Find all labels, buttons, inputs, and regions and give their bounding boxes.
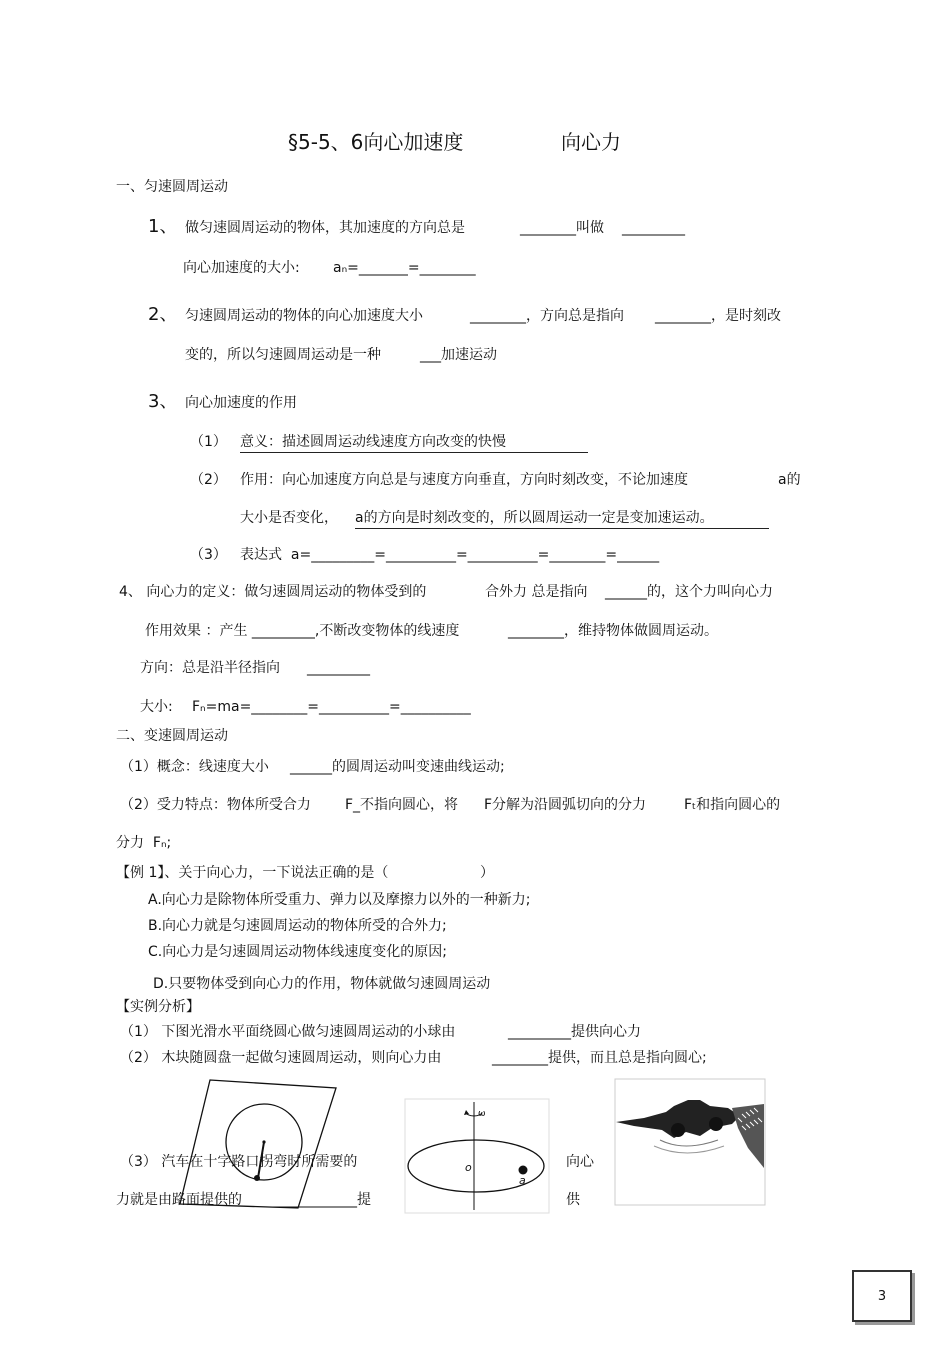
analysis-p4a: 力就是由路面提供的 [116, 1192, 242, 1208]
q2-number: 2、 [148, 304, 178, 325]
page-number-box [852, 1270, 912, 1322]
q3-item2-line1b: a的 [778, 472, 801, 488]
q3-item2-line2a: 大小是否变化， [240, 510, 338, 526]
q4-line1a: 4、 向心力的定义：做匀速圆周运动的物体受到的 [119, 584, 427, 600]
analysis-p2b: ________提供，而且总是指向圆心; [492, 1050, 707, 1066]
q3-item2-line2b: a的方向是时刻改变的，所以圆周运动一定是变加速运动。 [355, 511, 769, 529]
analysis-p4c: 供 [566, 1192, 580, 1208]
page-title: §5-5、6向心加速度 [288, 130, 464, 154]
figure-plane-circle [178, 1078, 338, 1210]
q2-line1a: 匀速圆周运动的物体的向心加速度大小 [185, 308, 423, 324]
q4-line4a: 大小: [140, 699, 173, 715]
option-a: A.向心力是除物体所受重力、弹力以及摩擦力以外的一种新力; [148, 892, 531, 908]
section-heading-2: 二、变速圆周运动 [116, 728, 228, 744]
analysis-p1b: _________提供向心力 [508, 1024, 641, 1040]
option-b: B.向心力就是匀速圆周运动的物体所受的合外力; [148, 918, 447, 934]
figure-car-turning [614, 1078, 766, 1206]
q4-line1c: ______的，这个力叫向心力 [605, 584, 773, 600]
figure-rotating-disk [404, 1098, 550, 1214]
q1-line2: 向心加速度的大小: [183, 260, 300, 276]
sec2-p2d: Fₜ和指向圆心的 [684, 797, 781, 813]
figure-label-omega: ω [478, 1109, 486, 1119]
q1-blank1: ________叫做 [520, 220, 604, 236]
q4-line2b: ________，维持物体做圆周运动。 [508, 623, 718, 639]
analysis-heading: 【实例分析】 [116, 999, 200, 1015]
q1-line1: 做匀速圆周运动的物体，其加速度的方向总是 [185, 220, 465, 236]
sec2-p2b: F_不指向圆心，将 [345, 797, 459, 813]
sec2-p3: 分力 Fₙ; [116, 835, 172, 851]
q1-formula: aₙ=_______=________ [333, 260, 476, 276]
example-heading: 【例 1】、关于向心力，一下说法正确的是（ [116, 865, 389, 881]
example-close-paren: ） [480, 865, 494, 881]
q3-item1-text: 意义：描述圆周运动线速度方向改变的快慢 [240, 435, 588, 453]
section-heading-1: 一、匀速圆周运动 [116, 179, 228, 195]
sec2-p2a: （2）受力特点：物体所受合力 [120, 797, 311, 813]
analysis-p2a: （2） 木块随圆盘一起做匀速圆周运动，则向心力由 [120, 1050, 442, 1066]
figure-label-a: a [519, 1174, 526, 1187]
page-title-right: 向心力 [561, 130, 621, 154]
q4-line4b: Fₙ=ma=________=__________=__________ [192, 699, 471, 715]
q4-line1b: 合外力 总是指向 [485, 584, 588, 600]
sec2-p1b: ______的圆周运动叫变速曲线运动; [290, 759, 505, 775]
q3-item3-text: 表达式 a=_________=__________=__________=________=______ [240, 547, 660, 563]
q3-heading: 向心加速度的作用 [185, 395, 297, 411]
page-number: 3 [877, 1288, 887, 1304]
q3-item3-number: （3） [190, 547, 227, 563]
q1-number: 1、 [148, 216, 178, 237]
option-d: D.只要物体受到向心力的作用，物体就做匀速圆周运动 [153, 976, 491, 992]
analysis-p3b: 向心 [566, 1154, 594, 1170]
q4-line3b: _________ [307, 660, 370, 676]
analysis-p4b: _____________提 [266, 1192, 371, 1208]
q2-line1c: ________，是时刻改 [655, 308, 781, 324]
q2-line1b: ________，方向总是指向 [470, 308, 624, 324]
analysis-p3a: （3） 汽车在十字路口拐弯时所需要的 [120, 1154, 358, 1170]
analysis-p1a: （1） 下图光滑水平面绕圆心做匀速圆周运动的小球由 [120, 1024, 456, 1040]
q2-line2b: ___加速运动 [420, 347, 497, 363]
q2-line2a: 变的，所以匀速圆周运动是一种 [185, 347, 381, 363]
figure-label-o: o [465, 1161, 472, 1174]
option-c: C.向心力是匀速圆周运动物体线速度变化的原因; [148, 944, 447, 960]
q3-number: 3、 [148, 391, 178, 412]
q3-item1-number: （1） [190, 434, 227, 450]
q3-item2-number: （2） [190, 472, 227, 488]
sec2-p1a: （1）概念：线速度大小 [120, 759, 269, 775]
q4-line2a: 作用效果 ：产生 _________,不断改变物体的线速度 [145, 623, 460, 639]
q3-item2-line1: 作用：向心加速度方向总是与速度方向垂直，方向时刻改变，不论加速度 [240, 472, 688, 488]
q4-line3a: 方向：总是沿半径指向 [140, 660, 280, 676]
sec2-p2c: F分解为沿圆弧切向的分力 [484, 797, 647, 813]
q1-blank2: _________ [622, 220, 685, 236]
